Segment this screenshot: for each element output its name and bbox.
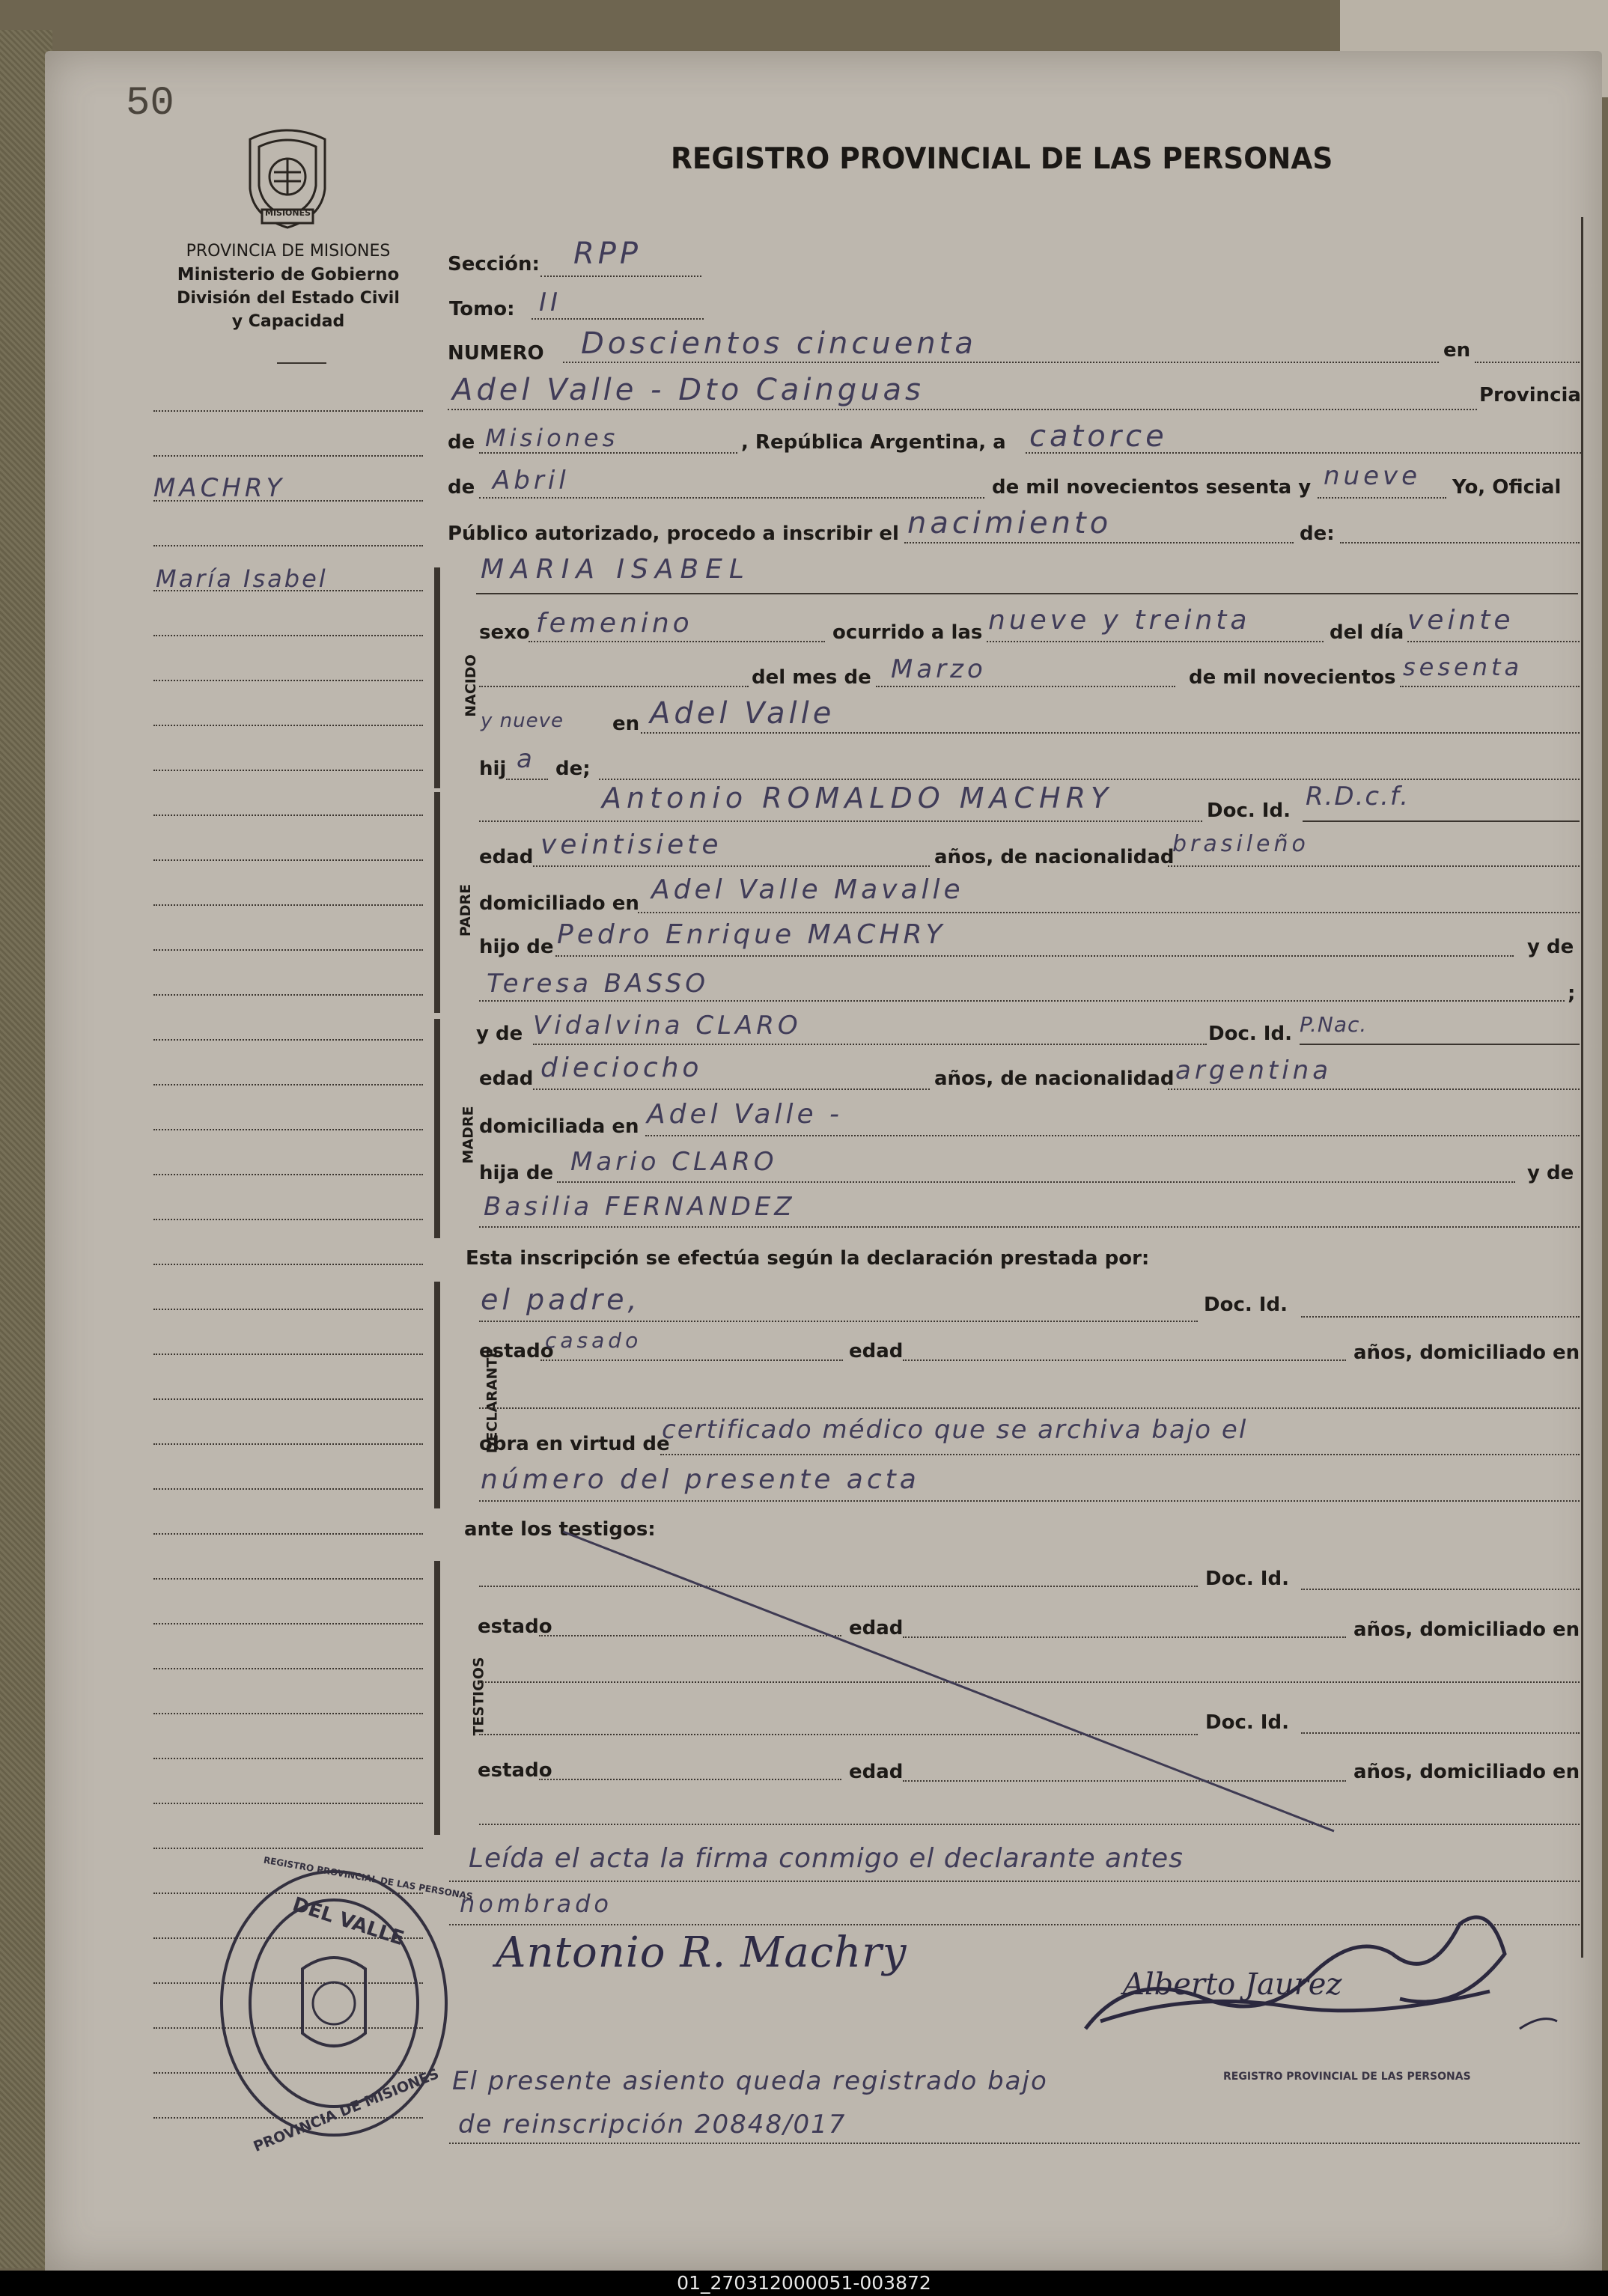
label-republica: , República Argentina, a bbox=[741, 431, 1006, 454]
label-del-dia: del día bbox=[1330, 621, 1404, 644]
value-madre-madre: Basilia FERNANDEZ bbox=[484, 1192, 796, 1222]
signature-oficial: Alberto Jaurez bbox=[1123, 1967, 1342, 2002]
margin-surname: MACHRY bbox=[153, 473, 286, 503]
label-del-mes: del mes de bbox=[752, 666, 871, 689]
seal-bottom-text: PROVINCIA DE MISIONES bbox=[251, 2065, 442, 2155]
section-label-madre: MADRE bbox=[460, 1106, 477, 1164]
label-testigo1-anos: años, domiciliado en bbox=[1353, 1619, 1580, 1641]
value-obra-1: certificado médico que se archiva bajo el bbox=[662, 1415, 1248, 1445]
label-en-lugar: en bbox=[612, 713, 640, 735]
label-de-mil-nov: de mil novecientos bbox=[1189, 666, 1396, 689]
label-padre-semicolon: ; bbox=[1568, 982, 1576, 1005]
section-label-declarante: DECLARANTE bbox=[484, 1348, 501, 1454]
seal-top-text: REGISTRO PROVINCIAL DE LAS PERSONAS bbox=[262, 1854, 474, 1902]
label-de-mes: de bbox=[448, 476, 475, 499]
label-madre-y-de-2: y de bbox=[1527, 1162, 1574, 1184]
header-ministry: Ministerio de Gobierno bbox=[177, 265, 400, 284]
label-de: de bbox=[448, 431, 475, 454]
value-mes: Abril bbox=[493, 466, 570, 496]
page-number: 50 bbox=[126, 81, 174, 127]
label-inscripcion: Esta inscripción se efectúa según la declaración prestada por: bbox=[466, 1247, 1150, 1270]
section-label-nacido: NACIDO bbox=[462, 654, 479, 717]
value-dia-nac: veinte bbox=[1407, 605, 1514, 636]
section-label-padre: PADRE bbox=[457, 883, 475, 937]
value-dia: catorce bbox=[1029, 419, 1168, 454]
label-provincia: Provincia bbox=[1479, 384, 1581, 406]
label-madre-anos: años, de nacionalidad bbox=[934, 1068, 1175, 1090]
value-tomo: II bbox=[539, 287, 562, 317]
label-de-semicolon: de; bbox=[555, 758, 591, 780]
value-lugar-nac: Adel Valle bbox=[650, 696, 835, 731]
rule-marginal-2 bbox=[449, 2143, 1580, 2144]
label-de-colon: de: bbox=[1300, 523, 1335, 545]
value-madre-dom: Adel Valle - bbox=[647, 1099, 844, 1130]
value-estado-civil: casado bbox=[545, 1328, 642, 1353]
signature-declarante: Antonio R. Machry bbox=[496, 1928, 907, 1977]
label-sexo: sexo bbox=[479, 621, 530, 644]
label-padre-anos: años, de nacionalidad bbox=[934, 846, 1175, 868]
value-provincia: Misiones bbox=[485, 424, 619, 452]
label-madre-y-de: y de bbox=[476, 1023, 523, 1045]
closing-line-1: Leída el acta la firma conmigo el declarante antes bbox=[469, 1843, 1184, 1874]
label-hij: hij bbox=[479, 758, 507, 780]
label-madre-hija-de: hija de bbox=[479, 1162, 554, 1184]
header-capacity: y Capacidad bbox=[231, 312, 345, 331]
seal-middle-text: DEL VALLE bbox=[290, 1892, 407, 1951]
label-testigo2-estado: estado bbox=[478, 1759, 552, 1782]
label-padre-edad: edad bbox=[479, 846, 534, 868]
label-testigo2-edad: edad bbox=[849, 1761, 904, 1783]
label-decl-estado: estado bbox=[479, 1340, 554, 1362]
label-madre-edad: edad bbox=[479, 1068, 534, 1090]
value-padre-edad: veintisiete bbox=[540, 829, 722, 860]
label-padre-doc: Doc. Id. bbox=[1207, 800, 1291, 822]
value-numero: Doscientos cincuenta bbox=[581, 326, 977, 361]
value-madre-doc: P.Nac. bbox=[1300, 1012, 1368, 1037]
value-madre-nombre: Vidalvina CLARO bbox=[533, 1011, 802, 1041]
label-madre-dom: domiciliada en bbox=[479, 1115, 639, 1138]
label-numero: NUMERO bbox=[448, 342, 544, 365]
label-tomo: Tomo: bbox=[449, 298, 515, 320]
label-testigo1-edad: edad bbox=[849, 1617, 904, 1639]
value-acto: nacimiento bbox=[907, 506, 1112, 540]
value-madre-hija-de: Mario CLARO bbox=[570, 1147, 778, 1177]
label-testigo2-doc: Doc. Id. bbox=[1205, 1711, 1289, 1734]
label-decl-anos: años, domiciliado en bbox=[1353, 1342, 1580, 1364]
margin-given-names: María Isabel bbox=[156, 564, 328, 593]
value-padre-hijo-de: Pedro Enrique MACHRY bbox=[557, 919, 946, 950]
label-decl-doc: Doc. Id. bbox=[1204, 1294, 1288, 1316]
closing-line-2: nombrado bbox=[460, 1890, 612, 1918]
label-padre-dom: domiciliado en bbox=[479, 892, 639, 915]
label-madre-doc: Doc. Id. bbox=[1208, 1023, 1292, 1045]
value-localidad: Adel Valle - Dto Cainguas bbox=[452, 373, 925, 407]
marginal-note-1: El presente asiento queda registrado bajo bbox=[452, 2066, 1048, 2096]
header-province: PROVINCIA DE MISIONES bbox=[186, 242, 391, 261]
value-sexo: femenino bbox=[536, 608, 693, 639]
value-obra-2: número del presente acta bbox=[481, 1464, 920, 1495]
value-padre-nombre: Antonio ROMALDO MACHRY bbox=[602, 782, 1114, 814]
value-madre-edad: dieciocho bbox=[540, 1053, 703, 1083]
marginal-note-2: de reinscripción 20848/017 bbox=[458, 2110, 847, 2140]
value-nombre: MARIA ISABEL bbox=[481, 554, 751, 585]
label-testigo1-estado: estado bbox=[478, 1616, 552, 1638]
value-anio-nac: sesenta bbox=[1403, 653, 1523, 681]
label-testigo1-doc: Doc. Id. bbox=[1205, 1568, 1289, 1590]
label-decl-edad: edad bbox=[849, 1340, 904, 1362]
header-division: División del Estado Civil bbox=[177, 289, 400, 308]
label-padre-y-de: y de bbox=[1527, 936, 1574, 958]
value-padre-nac: brasileño bbox=[1172, 831, 1309, 857]
label-en: en bbox=[1443, 339, 1471, 362]
label-ocurrido: ocurrido a las bbox=[832, 621, 983, 644]
value-mes-nac: Marzo bbox=[891, 654, 987, 684]
value-padre-dom: Adel Valle Mavalle bbox=[651, 874, 964, 905]
value-hora: nueve y treinta bbox=[988, 605, 1251, 636]
value-padre-madre: Teresa BASSO bbox=[487, 969, 710, 999]
label-publico: Público autorizado, procedo a inscribir el bbox=[448, 523, 899, 545]
section-label-testigos: TESTIGOS bbox=[470, 1657, 487, 1736]
value-padre-doc: R.D.c.f. bbox=[1306, 782, 1410, 811]
value-madre-nac: argentina bbox=[1175, 1056, 1333, 1085]
label-testigo2-anos: años, domiciliado en bbox=[1353, 1761, 1580, 1783]
label-seccion: Sección: bbox=[448, 253, 540, 275]
label-ante-testigos: ante los testigos: bbox=[464, 1518, 656, 1541]
value-hij-suffix: a bbox=[517, 744, 536, 774]
image-identifier: 01_270312000051-003872 bbox=[677, 2272, 931, 2294]
label-obra: obra en virtud de bbox=[479, 1433, 670, 1455]
label-yo-oficial: Yo, Oficial bbox=[1452, 476, 1562, 499]
value-anio-nac-cont: y nueve bbox=[481, 710, 564, 732]
label-padre-hijo-de: hijo de bbox=[479, 936, 554, 958]
official-stamp-text: REGISTRO PROVINCIAL DE LAS PERSONAS bbox=[1223, 2071, 1471, 2083]
crest-ribbon-label: MISIONES bbox=[265, 208, 311, 218]
page-title: REGISTRO PROVINCIAL DE LAS PERSONAS bbox=[671, 142, 1333, 176]
value-seccion: RPP bbox=[573, 237, 642, 271]
value-declarante: el padre, bbox=[481, 1283, 641, 1316]
value-anio: nueve bbox=[1324, 461, 1422, 491]
rule-closing-1 bbox=[449, 1881, 1580, 1882]
label-de-mil: de mil novecientos sesenta y bbox=[992, 476, 1312, 499]
